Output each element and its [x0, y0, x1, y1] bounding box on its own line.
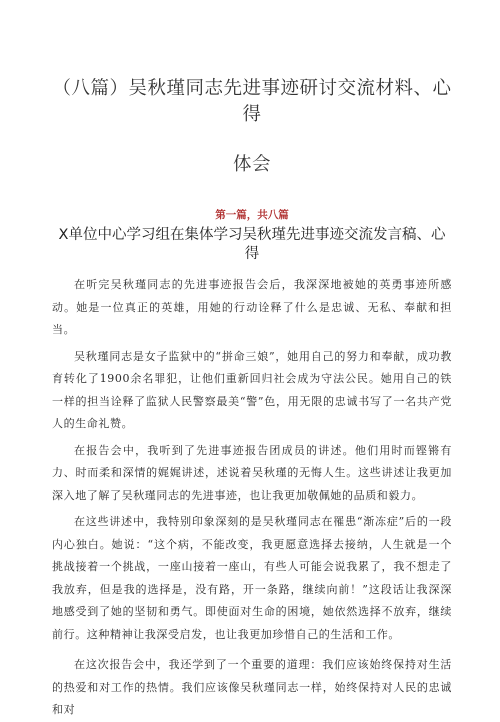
paragraph: 在听完吴秋瑾同志的先进事迹报告会后，我深深地被她的英勇事迹所感动。她是一位真正的英雄，用她的行动诠释了什么是忠诚、无私、奉献和担当。	[52, 278, 452, 336]
part-label: 第一篇，共八篇	[215, 209, 289, 221]
paragraph: 在这些讲述中，我特别印象深刻的是吴秋瑾同志在罹患“渐冻症”后的一段内心独白。她说：“这个病，不能改变，我更愿意选择去接纳，人生就是一个挑战接着一个挑战，一座山接着一座山，有些人可能会说我累了，我不想走了我放弃，但是我的选择是，没有路，开一条路，继续向前！”这段话让我深深地感受到了她的坚韧和勇气。即使面对生命的困境，她依然选择不放弃，继续前行。这种精神让我深受启发，也让我更加珍惜自己的生活和工作。	[52, 515, 452, 641]
paragraph: 吴秋瑾同志是女子监狱中的“拼命三娘”，她用自己的努力和奉献，成功教育转化了1900余名罪犯，让他们重新回归社会成为守法公民。她用自己的铁一样的担当诠释了监狱人民警察最美“警”色，用无限的忠诚书写了一名共产党人的生命礼赞。	[52, 349, 452, 430]
body-text	[52, 274, 452, 722]
speech-title: X单位中心学习组在集体学习吴秋瑾先进事迹交流发言稿、心得	[58, 227, 446, 262]
paragraph: 在报告会中，我听到了先进事迹报告团成员的讲述。他们用时而铿锵有力、时而柔和深情的娓娓讲述，述说着吴秋瑾的无悔人生。这些讲述让我更加深入地了解了吴秋瑾同志的先进事迹，也让我更加敬佩她的品质和毅力。	[52, 443, 452, 502]
document-title-line-2: 体会	[232, 154, 271, 175]
document-title-line-1: （八篇）吴秋瑾同志先进事迹研讨交流材料、心得	[52, 78, 452, 125]
paragraph: 在这次报告会中，我还学到了一个重要的道理：我们应该始终保持对生活的热爱和对工作的热情。我们应该像吴秋瑾同志一样，始终保持对人民的忠诚和对	[52, 658, 452, 716]
